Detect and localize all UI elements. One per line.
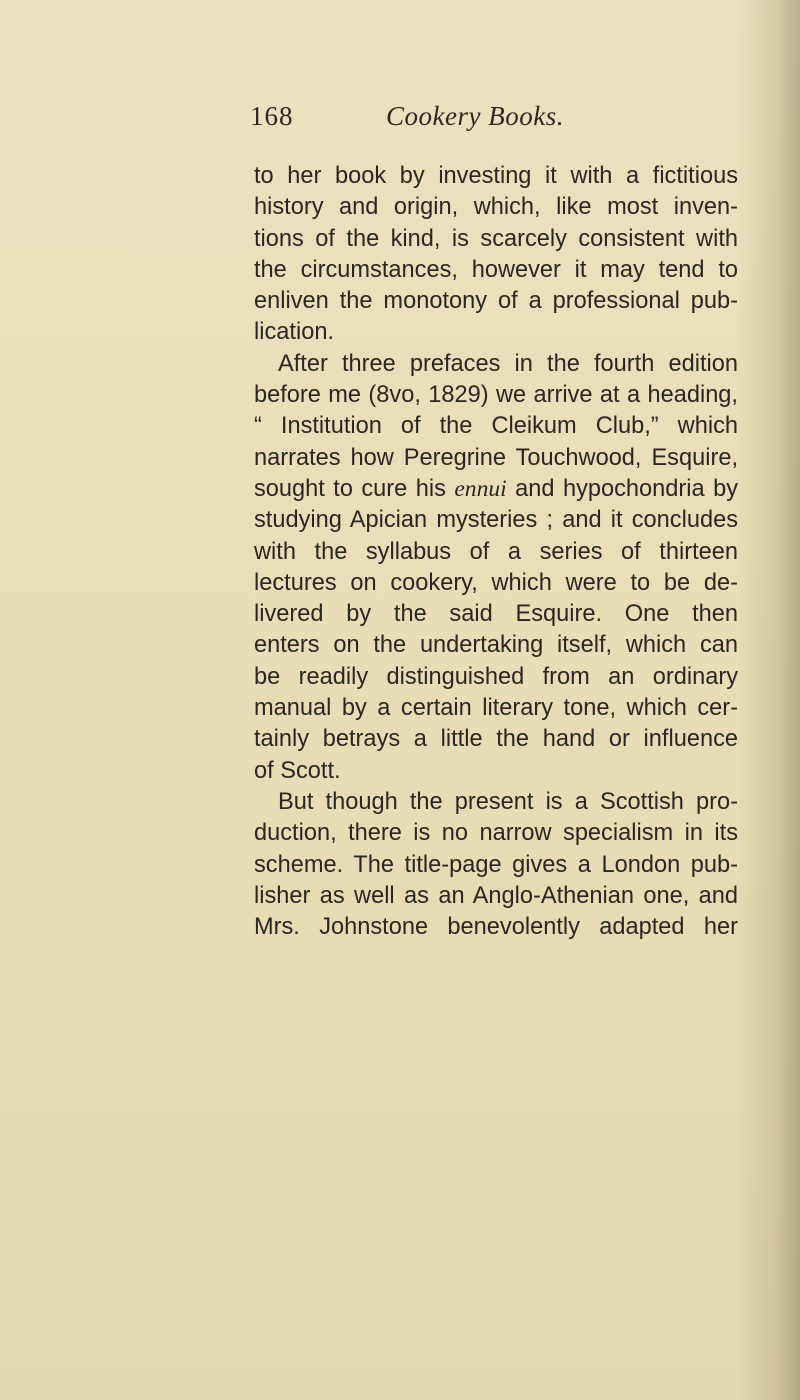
text-line: lisher as well as an Anglo-Athenian one, and bbox=[254, 882, 738, 909]
running-title: Cookery Books. bbox=[386, 101, 564, 131]
text-line: manual by a certain literary tone, which cer- bbox=[254, 695, 738, 722]
text-line: scheme. The title-page gives a London pub- bbox=[254, 851, 738, 878]
text-line: of Scott. bbox=[254, 757, 341, 784]
text-line: tions of the kind, is scarcely consistent with bbox=[254, 225, 738, 252]
text-segment: and hypochondria by bbox=[515, 475, 738, 502]
text-line: “ Institution of the Cleikum Club,” which bbox=[254, 413, 738, 440]
text-line: tainly betrays a little the hand or influence bbox=[254, 726, 738, 753]
text-line: enliven the monotony of a professional pub- bbox=[254, 288, 738, 315]
page-header bbox=[250, 101, 650, 141]
text-line: After three prefaces in the fourth edition bbox=[278, 350, 738, 377]
text-line: before me (8vo, 1829) we arrive at a heading, bbox=[254, 382, 738, 409]
text-line: with the syllabus of a series of thirteen bbox=[254, 538, 738, 565]
text-segment: sought to cure his bbox=[254, 475, 446, 502]
paragraph-1 bbox=[254, 161, 738, 349]
text-line: enters on the undertaking itself, which can bbox=[254, 632, 738, 659]
text-line: be readily distinguished from an ordinary bbox=[254, 663, 738, 690]
text-line: But though the present is a Scottish pro- bbox=[278, 788, 738, 815]
text-line: studying Apician mysteries ; and it concludes bbox=[254, 507, 738, 534]
text-line: lectures on cookery, which were to be de- bbox=[254, 569, 738, 596]
text-line: narrates how Peregrine Touchwood, Esquire, bbox=[254, 444, 738, 471]
text-line-mixed bbox=[254, 474, 738, 505]
italic-word: ennui bbox=[454, 475, 507, 502]
paragraph-3 bbox=[254, 787, 738, 943]
body-text bbox=[254, 161, 738, 943]
text-line: to her book by investing it with a fictitious bbox=[254, 163, 738, 189]
text-line: lication. bbox=[254, 319, 334, 346]
text-line: the circumstances, however it may tend to bbox=[254, 256, 738, 283]
page-number: 168 bbox=[250, 101, 294, 131]
text-line: history and origin, which, like most inven- bbox=[254, 194, 738, 221]
text-line: livered by the said Esquire. One then bbox=[254, 601, 738, 628]
paragraph-2 bbox=[254, 349, 738, 787]
text-line: Mrs. Johnstone benevolently adapted her bbox=[254, 914, 738, 941]
text-line: duction, there is no narrow specialism in its bbox=[254, 820, 738, 847]
